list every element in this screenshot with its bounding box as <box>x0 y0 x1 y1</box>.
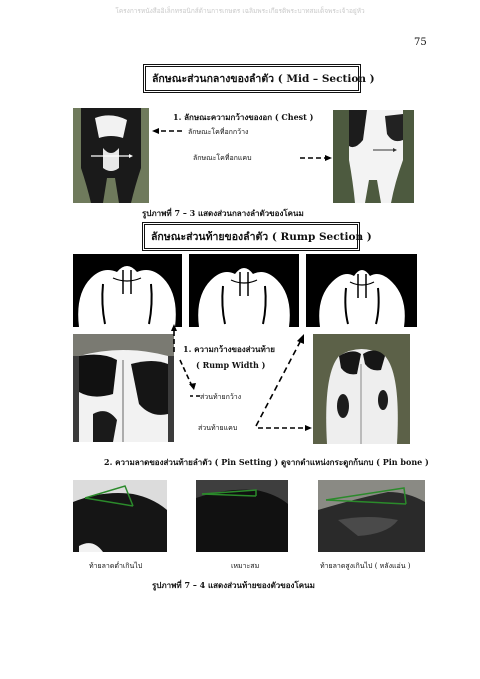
rump-diagram-wide <box>73 254 182 327</box>
mid-section-title-box <box>143 64 375 93</box>
wide-rump-photo <box>73 334 174 442</box>
pin-correct-photo <box>196 480 288 552</box>
rump-section-title: ลักษณะส่วนท้ายของลำตัว ( Rump Section ) <box>144 224 358 249</box>
wide-chest-photo <box>73 108 149 203</box>
narrow-chest-label: ลักษณะโคที่อกแคบ <box>193 154 252 162</box>
rump-arrows <box>170 322 320 434</box>
rump-width-heading-en: ( Rump Width ) <box>196 360 266 370</box>
rump-diagram-medium <box>189 254 299 327</box>
wide-rump-label: ส่วนท้ายกว้าง <box>200 393 242 401</box>
pin-high-label: ท้ายลาดสูงเกินไป ( หลังแอ่น ) <box>320 562 411 570</box>
pin-low-photo <box>73 480 167 552</box>
figure-7-3-caption: รูปภาพที่ 7 – 3 แสดงส่วนกลางลำตัวของโคนม <box>142 208 304 218</box>
narrow-rump-photo <box>313 334 410 444</box>
page-number: 75 <box>414 37 427 48</box>
narrow-rump-label: ส่วนท้ายแคบ <box>198 424 238 432</box>
mid-section-title: ลักษณะส่วนกลางของลำตัว ( Mid – Section ) <box>145 66 359 91</box>
pin-low-label: ท้ายลาดต่ำเกินไป <box>89 562 143 570</box>
rump-section-title-box <box>142 222 372 251</box>
pin-correct-label: เหมาะสม <box>231 562 260 570</box>
narrow-chest-photo <box>333 110 414 203</box>
chest-heading: 1. ลักษณะความกว้างของอก ( Chest ) <box>173 112 314 122</box>
chest-arrows <box>150 120 340 170</box>
rump-diagram-narrow <box>306 254 417 327</box>
wide-chest-label: ลักษณะโคที่อกกว้าง <box>188 128 249 136</box>
pin-setting-heading: 2. ความลาดของส่วนท้ายลำตัว ( Pin Setting ) ดูจากตำแหน่งกระดูกก้นกบ ( Pin bone ) <box>104 457 429 467</box>
rump-width-heading: 1. ความกว้างของส่วนท้าย <box>183 344 275 354</box>
pin-high-photo <box>318 480 425 552</box>
watermark-text: โครงการหนังสืออิเล็กทรอนิกส์ด้านการเกษตร เฉลิมพระเกียรติพระบาทสมเด็จพระเจ้าอยู่หัว <box>115 7 365 15</box>
figure-7-4-caption: รูปภาพที่ 7 – 4 แสดงส่วนท้ายของตัวของโคนม <box>152 580 315 590</box>
